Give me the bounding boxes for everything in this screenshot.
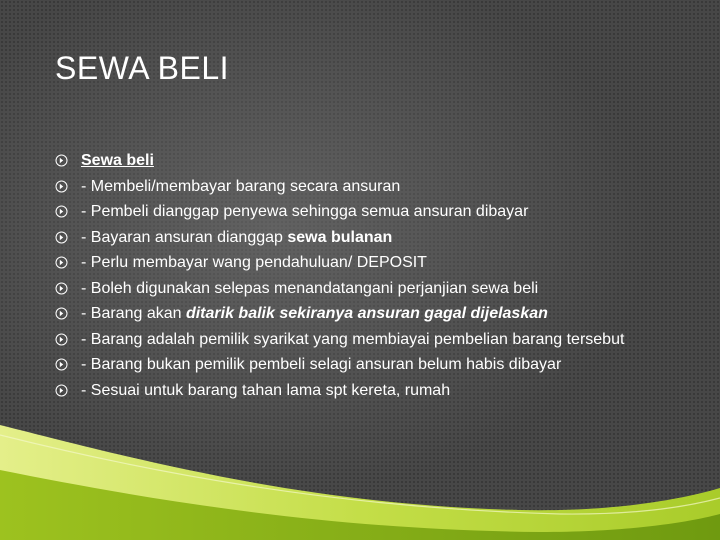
bullet-text: - Barang bukan pemilik pembeli selagi ansuran belum habis dibayar xyxy=(81,356,562,373)
bullet-text: - Sesuai untuk barang tahan lama spt kereta, rumah xyxy=(81,381,451,399)
bullet-text: - Boleh digunakan selepas menandatangani perjanjian sewa beli xyxy=(81,279,539,297)
bullet-text: Sewa beli xyxy=(81,152,154,169)
bullet-text: - Perlu membayar wang pendahuluan/ DEPOSIT xyxy=(81,254,427,271)
bullet-emphasis: ditarik balik sekiranya ansuran gagal dijelaskan xyxy=(185,305,548,322)
bullet-emphasis: sewa bulanan xyxy=(287,228,393,246)
bullet-text: - Barang adalah pemilik syarikat yang membiayai pembelian barang tersebut xyxy=(81,330,625,348)
bullet-text: - Membeli/membayar barang secara ansuran xyxy=(81,177,401,195)
bullet-text: - Pembeli dianggap penyewa sehingga semua ansuran dibayar xyxy=(81,203,529,220)
bullet-text: - Barang akan xyxy=(81,305,186,322)
slide-title: SEWA BELI xyxy=(55,50,230,86)
bullet-text: - Bayaran ansuran dianggap xyxy=(81,228,288,246)
